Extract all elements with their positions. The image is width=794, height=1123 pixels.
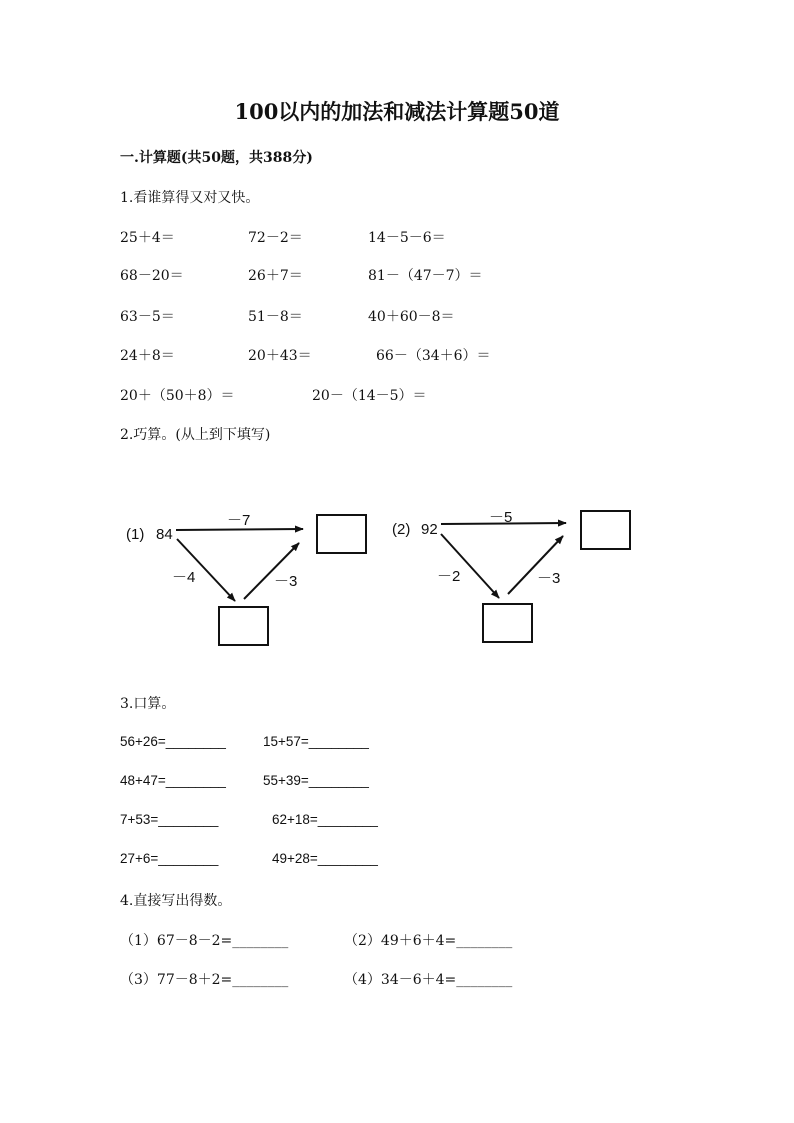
q1-problem: 26＋7＝ bbox=[248, 268, 303, 284]
q1-problem: 81－（47－7）＝ bbox=[368, 268, 483, 284]
q3-problem: 7+53=________ bbox=[120, 812, 219, 827]
q4-problem: （2）49＋6＋4=________ bbox=[344, 933, 513, 949]
q3-problem: 15+57=________ bbox=[263, 734, 369, 749]
q1-problem: 68－20＝ bbox=[120, 268, 184, 284]
q3-problem: 56+26=________ bbox=[120, 734, 226, 749]
q4-problem: （3）77－8＋2=________ bbox=[120, 972, 289, 988]
q1-problem: 20＋（50＋8）＝ bbox=[120, 388, 235, 404]
q3-problem: 48+47=________ bbox=[120, 773, 226, 788]
q1-problem: 20－（14－5）＝ bbox=[312, 388, 427, 404]
diagram-1-answer-box-bottom[interactable] bbox=[219, 607, 268, 645]
diagram-1-answer-box-top[interactable] bbox=[317, 515, 366, 553]
q1-problem: 25＋4＝ bbox=[120, 230, 175, 246]
page-title: 100以内的加法和减法计算题50道 bbox=[234, 99, 560, 124]
question-3-heading: 3.口算。 bbox=[120, 696, 176, 712]
diagram-2-up-op: －3 bbox=[537, 570, 561, 587]
diagram-2-down-op: －2 bbox=[437, 568, 461, 585]
q3-problem: 49+28=________ bbox=[272, 851, 378, 866]
diagram-1-top-op: －7 bbox=[227, 512, 251, 529]
diagram-1-start-number: 84 bbox=[156, 526, 173, 543]
q1-problem: 14－5－6＝ bbox=[368, 230, 446, 246]
question-2-heading: 2.巧算。(从上到下填写) bbox=[120, 427, 271, 443]
diagram-2-answer-box-top[interactable] bbox=[581, 511, 630, 549]
q1-problem: 72－2＝ bbox=[248, 230, 303, 246]
diagram-2-label: (2) bbox=[392, 521, 411, 538]
diagram-1-up-op: －3 bbox=[274, 573, 298, 590]
q1-problem: 66－（34＋6）＝ bbox=[376, 348, 491, 364]
q4-problem: （1）67－8－2=________ bbox=[120, 933, 289, 949]
q3-problem: 55+39=________ bbox=[263, 773, 369, 788]
diagram-2-top-op: －5 bbox=[489, 509, 513, 526]
question-1-heading: 1.看谁算得又对又快。 bbox=[120, 190, 260, 206]
q4-problem: （4）34－6＋4=________ bbox=[344, 972, 513, 988]
q3-problem: 62+18=________ bbox=[272, 812, 378, 827]
diagram-2-start-number: 92 bbox=[421, 521, 438, 538]
q1-problem: 24＋8＝ bbox=[120, 348, 175, 364]
diagram-1-label: (1) bbox=[126, 526, 145, 543]
question-4-heading: 4.直接写出得数。 bbox=[120, 893, 232, 909]
section-heading: 一.计算题(共50题，共388分) bbox=[120, 150, 313, 166]
q1-problem: 20＋43＝ bbox=[248, 348, 312, 364]
q1-problem: 40＋60－8＝ bbox=[368, 309, 455, 325]
diagram-2-answer-box-bottom[interactable] bbox=[483, 604, 532, 642]
diagram-1-down-op: －4 bbox=[172, 569, 196, 586]
q1-problem: 51－8＝ bbox=[248, 309, 303, 325]
q1-problem: 63－5＝ bbox=[120, 309, 175, 325]
q3-problem: 27+6=________ bbox=[120, 851, 219, 866]
